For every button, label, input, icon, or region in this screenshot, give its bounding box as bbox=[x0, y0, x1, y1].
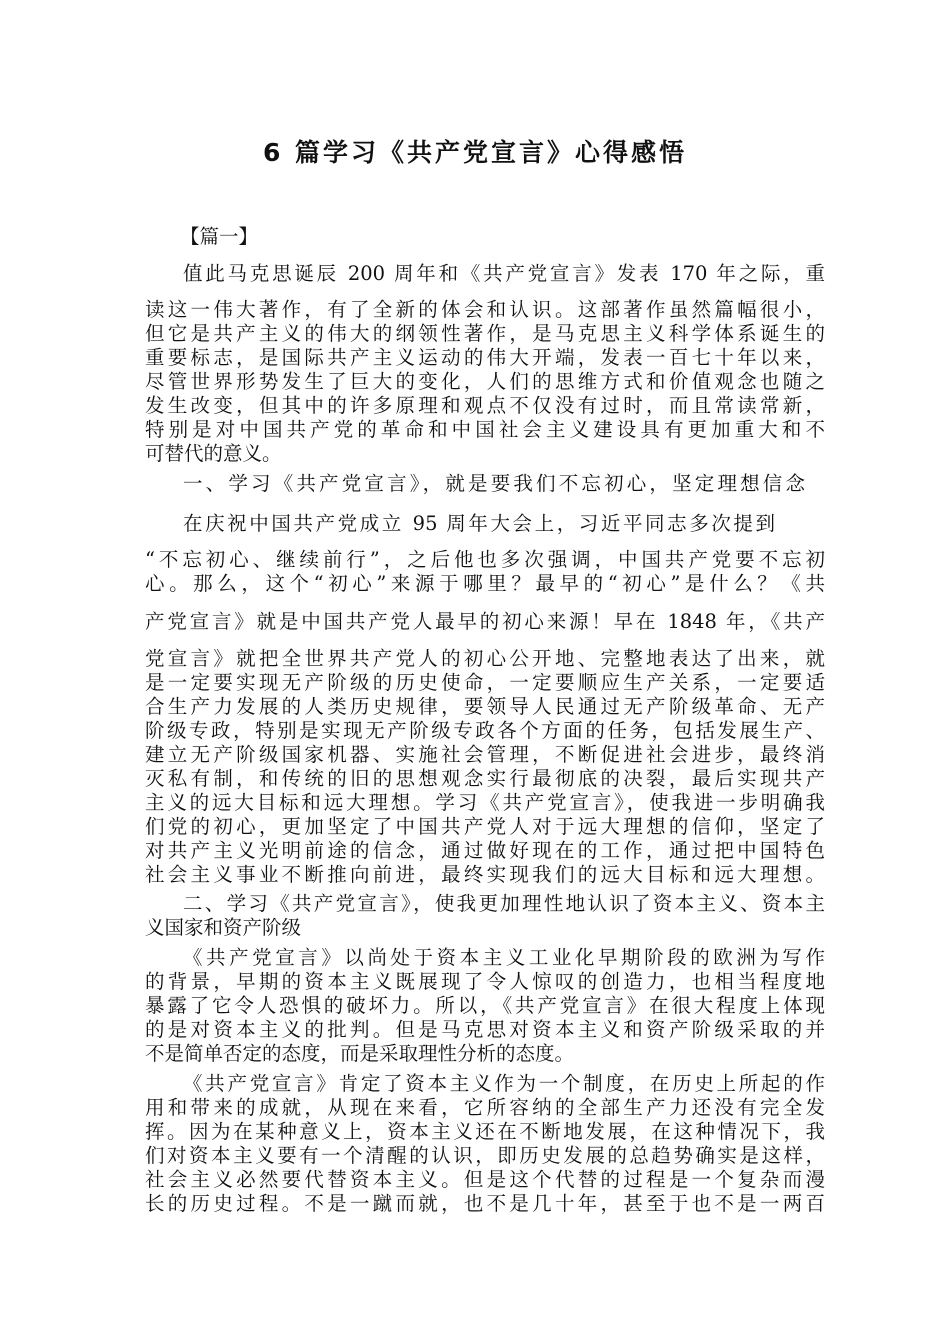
text-line: 不是简单否定的态度，而是采取理性分析的态度。 bbox=[145, 1042, 575, 1065]
text-line: 们对资本主义要有一个清醒的认识，即历史发展的总趋势确实是这样， bbox=[145, 1144, 825, 1167]
text-line: 发生改变，但其中的许多原理和观点不仅没有过时，而且常读常新， bbox=[145, 394, 825, 417]
text-line: 用和带来的成就，从现在来看，它所容纳的全部生产力还没有完全发 bbox=[145, 1096, 825, 1119]
text-line: 对共产主义光明前途的信念，通过做好现在的工作，通过把中国特色 bbox=[145, 839, 825, 862]
text-line: 们党的初心，更加坚定了中国共产党人对于远大理想的信仰，坚定了 bbox=[145, 815, 825, 838]
text-line: 重要标志，是国际共产主义运动的伟大开端，发表一百七十年以来， bbox=[145, 346, 825, 369]
text-line: 的背景，早期的资本主义既展现了令人惊叹的创造力，也相当程度地 bbox=[145, 970, 825, 993]
text-line: 合生产力发展的人类历史规律，要领导人民通过无产阶级革命、无产 bbox=[145, 695, 825, 718]
text-line: 暴露了它令人恐惧的破坏力。所以，《共产党宣言》在很大程度上体现 bbox=[145, 994, 825, 1017]
text-line: “不忘初心、继续前行”，之后他也多次强调，中国共产党要不忘初 bbox=[145, 548, 825, 571]
section-heading: 义国家和资产阶级 bbox=[145, 916, 302, 939]
section-heading: 一、学习《共产党宣言》，就是要我们不忘初心，坚定理想信念 bbox=[183, 472, 805, 495]
text-line: 在庆祝中国共产党成立 95 周年大会上，习近平同志多次提到 bbox=[183, 512, 775, 535]
text-line: 但它是共产主义的伟大的纲领性著作，是马克思主义科学体系诞生的 bbox=[145, 322, 825, 345]
text-line: 的是对资本主义的批判。但是马克思对资本主义和资产阶级采取的并 bbox=[145, 1018, 825, 1041]
text-line: 特别是对中国共产党的革命和中国社会主义建设具有更加重大和不 bbox=[145, 418, 825, 441]
text-line: 读这一伟大著作，有了全新的体会和认识。这部著作虽然篇幅很小， bbox=[145, 298, 825, 321]
text-line: 长的历史过程。不是一蹴而就，也不是几十年，甚至于也不是一两百 bbox=[145, 1192, 825, 1215]
text-line: 主义的远大目标和远大理想。学习《共产党宣言》，使我进一步明确我 bbox=[145, 791, 825, 814]
text-line: 党宣言》就把全世界共产党人的初心公开地、完整地表达了出来，就 bbox=[145, 647, 825, 670]
text-line: 挥。因为在某种意义上，资本主义还在不断地发展，在这种情况下，我 bbox=[145, 1120, 825, 1143]
text-line: 心。那么，这个“初心”来源于哪里？最早的“初心”是什么？《共 bbox=[145, 572, 825, 595]
text-line: 可替代的意义。 bbox=[145, 442, 282, 465]
text-line: 建立无产阶级国家机器、实施社会管理，不断促进社会进步，最终消 bbox=[145, 743, 825, 766]
text-line: 是一定要实现无产阶级的历史使命，一定要顺应生产关系，一定要适 bbox=[145, 671, 825, 694]
text-line: 灭私有制，和传统的旧的思想观念实行最彻底的决裂，最后实现共产 bbox=[145, 767, 825, 790]
text-line: 产党宣言》就是中国共产党人最早的初心来源！早在 1848 年，《共产 bbox=[145, 610, 825, 633]
text-line: 社会主义事业不断推向前进，最终实现我们的远大目标和远大理想。 bbox=[145, 863, 825, 886]
text-line: 社会主义必然要代替资本主义。但是这个代替的过程是一个复杂而漫 bbox=[145, 1168, 825, 1191]
section-label: 【篇一】 bbox=[180, 225, 259, 248]
text-line: 阶级专政，特别是实现无产阶级专政各个方面的任务，包括发展生产、 bbox=[145, 719, 825, 742]
text-line: 《共产党宣言》肯定了资本主义作为一个制度，在历史上所起的作 bbox=[183, 1072, 825, 1095]
text-line: 值此马克思诞辰 200 周年和《共产党宣言》发表 170 年之际，重 bbox=[183, 262, 825, 285]
document-title: 6 篇学习《共产党宣言》心得感悟 bbox=[262, 138, 688, 167]
section-heading: 二、学习《共产党宣言》，使我更加理性地认识了资本主义、资本主 bbox=[183, 892, 825, 915]
text-line: 《共产党宣言》以尚处于资本主义工业化早期阶段的欧洲为写作 bbox=[183, 946, 825, 969]
text-line: 尽管世界形势发生了巨大的变化，人们的思维方式和价值观念也随之 bbox=[145, 370, 825, 393]
